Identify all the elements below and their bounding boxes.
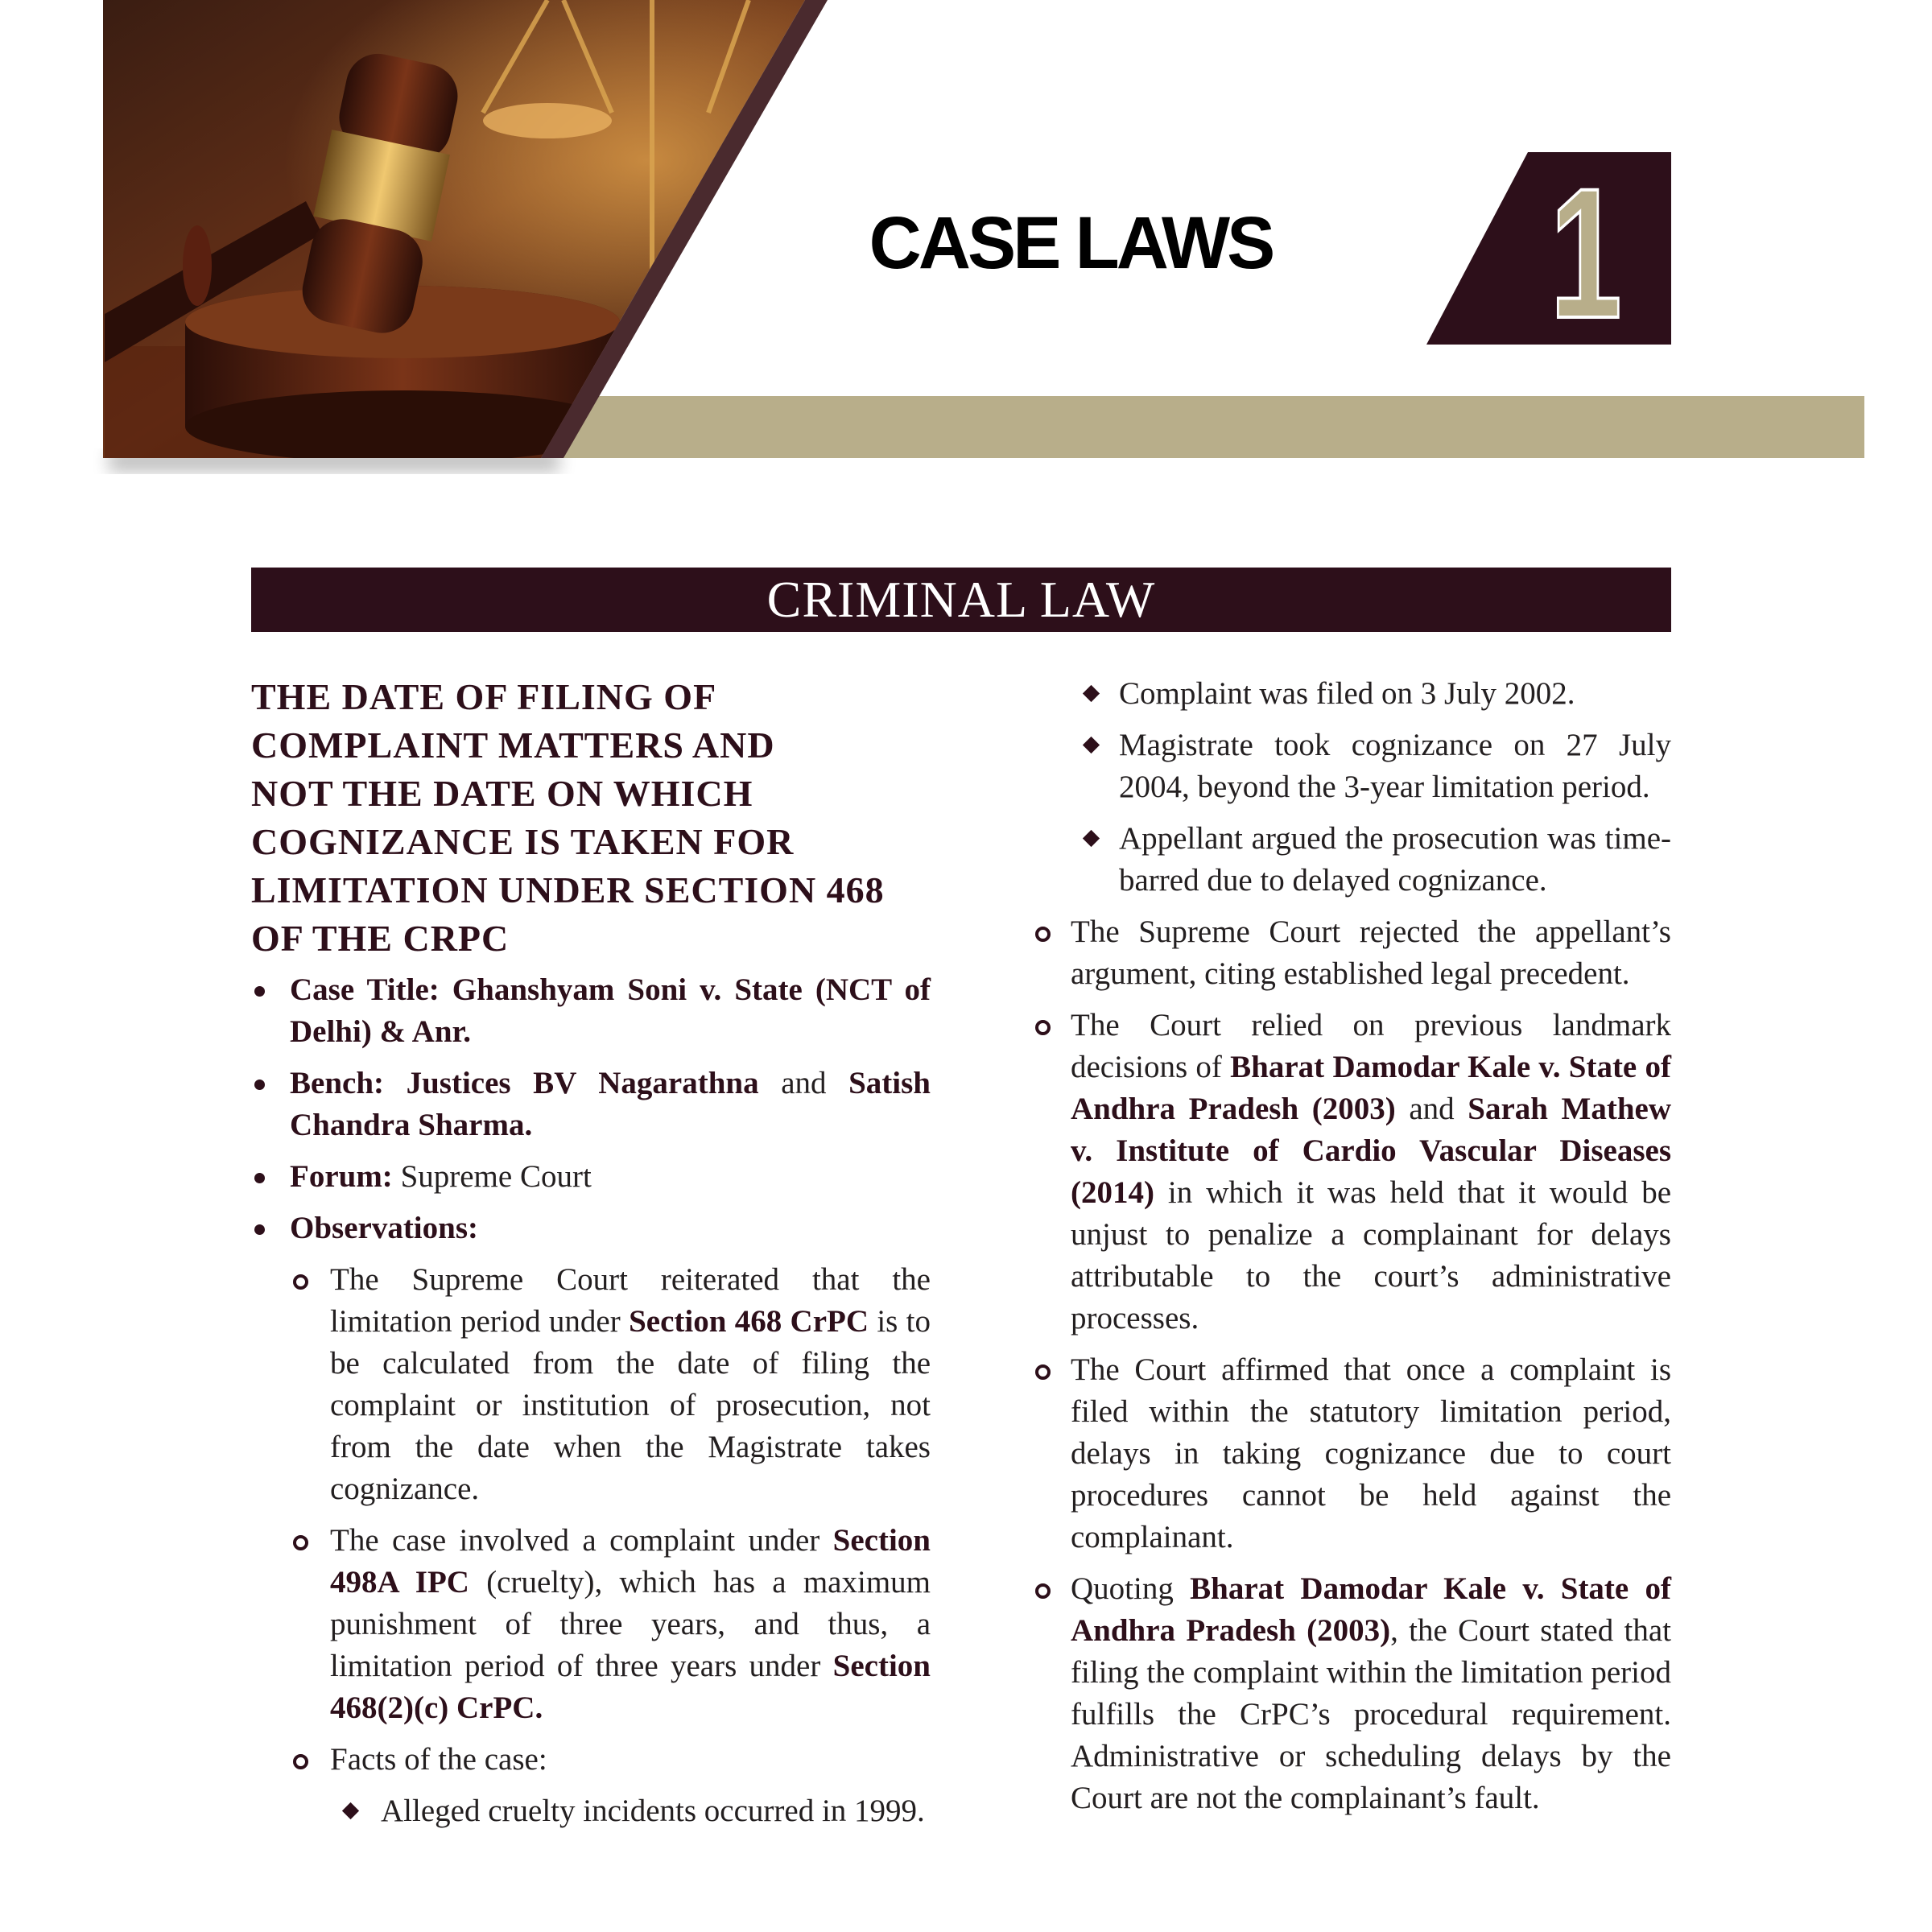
article-heading	[251, 673, 931, 963]
bold-text: Section 468 CrPC	[629, 1304, 869, 1339]
heading-line: OF THE CRPC	[251, 918, 510, 959]
bold-text: Sarah Mathew v. Institute of Cardio Vascular Diseases (2014)	[1071, 1092, 1672, 1210]
tan-band	[547, 396, 1864, 458]
bullet-dot-icon	[254, 1080, 265, 1090]
text: Quoting	[1071, 1571, 1191, 1606]
list-item	[1040, 818, 1671, 902]
list-item	[1040, 1005, 1671, 1340]
section-title-band: CRIMINAL LAW	[251, 568, 1671, 632]
left-bullet-list	[251, 969, 931, 1832]
bold-text: Case Title: Ghanshyam Soni v. State (NCT of Delhi) & Anr.	[290, 972, 931, 1049]
bold-text: Section 498A IPC	[330, 1523, 931, 1600]
bullet-circle-icon	[1035, 1583, 1051, 1599]
heading-line: LIMITATION UNDER SECTION 468	[251, 869, 885, 910]
text: Complaint was filed on 3 July 2002.	[1119, 676, 1575, 711]
text: Facts of the case:	[330, 1742, 547, 1777]
text: The Supreme Court rejected the appellant’s argument, citing established legal precedent.	[1071, 914, 1671, 991]
bold-text: Observations:	[290, 1211, 478, 1245]
gavel-photo	[103, 0, 829, 463]
list-item	[1040, 1349, 1671, 1558]
bullet-diamond-icon	[1083, 830, 1100, 847]
list-item	[1040, 1568, 1671, 1819]
text: is to be calculated from the date of filing the complaint or institution of prosecution, not from the date when the Magistrate takes cognizance.	[330, 1304, 931, 1506]
list-item	[251, 1739, 931, 1781]
text: Supreme Court	[392, 1159, 592, 1194]
list-item	[251, 969, 931, 1053]
list-item	[251, 1208, 931, 1249]
bold-text: Bench: Justices BV Nagarathna	[290, 1066, 759, 1100]
right-bullet-list	[1040, 673, 1671, 1819]
text: , the Court stated that filing the complaint within the limitation period fulfills the CrPC’s procedural requirement. Administrative or scheduling delays by the Court are not the complainant’s fault.	[1071, 1613, 1671, 1815]
text: The Court affirmed that once a complaint is filed within the statutory limitation period, delays in taking cognizance due to court procedures cannot be held against the complainant.	[1071, 1352, 1671, 1554]
bold-text: Bharat Damodar Kale v. State of Andhra Pradesh (2003)	[1071, 1571, 1671, 1648]
bold-text: Bharat Damodar Kale v. State of Andhra Pradesh (2003)	[1071, 1050, 1671, 1126]
chapter-title: CASE LAWS	[869, 202, 1273, 284]
bullet-diamond-icon	[342, 1802, 359, 1819]
text: (cruelty), which has a maximum punishment of three years, and thus, a limitation period of three years under	[330, 1565, 931, 1683]
heading-line: THE DATE OF FILING OF	[251, 676, 717, 717]
list-item	[1040, 911, 1671, 995]
left-column	[251, 673, 931, 1842]
bullet-diamond-icon	[1083, 685, 1100, 702]
text: and	[1395, 1092, 1468, 1126]
text: The case involved a complaint under	[330, 1523, 833, 1558]
list-item	[251, 1156, 931, 1198]
bullet-dot-icon	[254, 986, 265, 997]
text: The Court relied on previous landmark decisions of	[1071, 1008, 1671, 1084]
bullet-dot-icon	[254, 1173, 265, 1183]
text: The Supreme Court reiterated that the limitation period under	[330, 1262, 931, 1339]
heading-line: NOT THE DATE ON WHICH	[251, 773, 753, 814]
list-item	[251, 1790, 931, 1832]
list-item	[1040, 724, 1671, 808]
list-item	[1040, 673, 1671, 715]
list-item	[251, 1520, 931, 1729]
list-item	[251, 1063, 931, 1146]
bold-text: Section 468(2)(c) CrPC.	[330, 1649, 931, 1725]
bullet-diamond-icon	[1083, 737, 1100, 753]
bullet-dot-icon	[254, 1224, 265, 1235]
bullet-circle-icon	[293, 1754, 308, 1769]
text: Alleged cruelty incidents occurred in 1999.	[381, 1794, 925, 1828]
text: Magistrate took cognizance on 27 July 2004, beyond the 3-year limitation period.	[1119, 728, 1671, 804]
bold-text: Forum:	[290, 1159, 393, 1194]
list-item	[251, 1259, 931, 1510]
text: and	[758, 1066, 849, 1100]
text: in which it was held that it would be unjust to penalize a complainant for delays attributable to the court’s administrative processes.	[1071, 1175, 1671, 1335]
bullet-circle-icon	[1035, 927, 1051, 942]
bullet-circle-icon	[1035, 1364, 1051, 1380]
bullet-circle-icon	[1035, 1020, 1051, 1035]
heading-line: COMPLAINT MATTERS AND	[251, 724, 775, 766]
heading-line: COGNIZANCE IS TAKEN FOR	[251, 821, 795, 862]
right-column	[1040, 673, 1671, 1829]
bullet-circle-icon	[293, 1535, 308, 1550]
bullet-circle-icon	[293, 1274, 308, 1290]
bold-text: Satish Chandra Sharma.	[290, 1066, 931, 1142]
text: Appellant argued the prosecution was time-barred due to delayed cognizance.	[1119, 821, 1671, 898]
chapter-number: 1	[1550, 150, 1622, 357]
